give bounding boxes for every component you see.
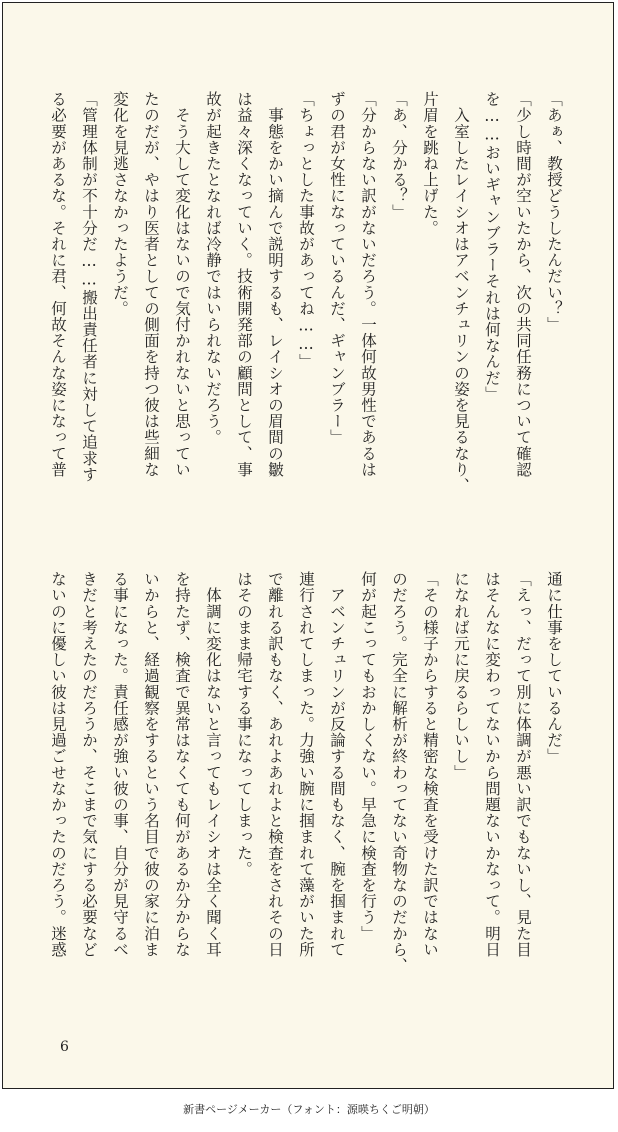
- text-line: 変化を見逃さなかったようだ。: [111, 91, 129, 317]
- text-line: 故が起きたとなれば冷静ではいられないだろう。: [204, 91, 222, 446]
- text-line: 「少し時間が空いたから、次の共同任務について確認: [514, 91, 532, 478]
- text-line: 事態をかい摘んで説明するも、レイシオの眉間の皺: [266, 91, 284, 478]
- text-line: 「えっ、だって別に体調が悪い訳でもないし、見た目: [514, 571, 532, 958]
- text-line: ないのに優しい彼は見過ごせなかったのだろう。迷惑: [49, 571, 67, 958]
- text-line: 片眉を跳ね上げた。: [421, 91, 439, 236]
- text-line: 「ちょっとした事故があってね……」: [297, 91, 315, 370]
- text-line: る必要があるな。それに君、何故そんな姿になって普: [49, 91, 67, 478]
- text-line: アベンチュリンが反論する間もなく、腕を掴まれて: [328, 571, 346, 958]
- text-line: たのだが、やはり医者としての側面を持つ彼は些細な: [142, 91, 160, 478]
- text-line: いからと、経過観察をするという名目で彼の家に泊ま: [142, 571, 160, 958]
- book-page: [2, 2, 614, 1089]
- text-line: 何が起こってもおかしくない。早急に検査を行う」: [359, 571, 377, 942]
- text-line: る事になった。責任感が強い彼の事、自分が見守るべ: [111, 571, 129, 958]
- text-line: になれば元に戻るらしいし」: [452, 571, 470, 781]
- text-line: を……おいギャンブラーそれは何なんだ」: [483, 91, 501, 402]
- text-line: 「その様子からすると精密な検査を受けた訳ではない: [421, 571, 439, 958]
- text-line: はそのまま帰宅する事になってしまった。: [235, 571, 253, 877]
- text-line: はそんなに変わってないから問題ないかなって。明日: [483, 571, 501, 958]
- text-line: 「あぁ、教授どうしたんだい？」: [545, 91, 563, 333]
- page-number: 6: [60, 1039, 69, 1055]
- footer-caption: 新書ページメーカー（フォント：源暎ちくご明朝）: [183, 1103, 435, 1116]
- text-line: 入室したレイシオはアベンチュリンの姿を見るなり、: [452, 91, 470, 494]
- text-line: ずの君が女性になっているんだ、ギャンブラー」: [328, 91, 346, 446]
- text-line: 連行されてしまった。力強い腕に掴まれて藻がいた所: [297, 571, 315, 958]
- text-line: のだろう。完全に解析が終わってない奇物なのだから、: [390, 571, 408, 974]
- text-line: きだと考えたのだろうか、そこまで気にする必要など: [80, 571, 98, 958]
- text-line: そう大して変化はないので気付かれないと思ってい: [173, 91, 191, 478]
- text-line: 通に仕事をしているんだ」: [545, 571, 563, 765]
- text-line: で離れる訳もなく、あれよあれよと検査をされその日: [266, 571, 284, 958]
- text-line: は益々深くなっていく。技術開発部の顧問として、事: [235, 91, 253, 478]
- text-line: 「管理体制が不十分だ……搬出責任者に対して追求す: [80, 91, 98, 483]
- text-line: 「あ、分かる？」: [390, 91, 408, 220]
- text-line: を持たず、検査で異常はなくても何があるか分からな: [173, 571, 191, 958]
- text-line: 体調に変化はないと言ってもレイシオは全く聞く耳: [204, 571, 222, 958]
- text-line: 「分からない訳がないだろう。一体何故男性であるは: [359, 91, 377, 478]
